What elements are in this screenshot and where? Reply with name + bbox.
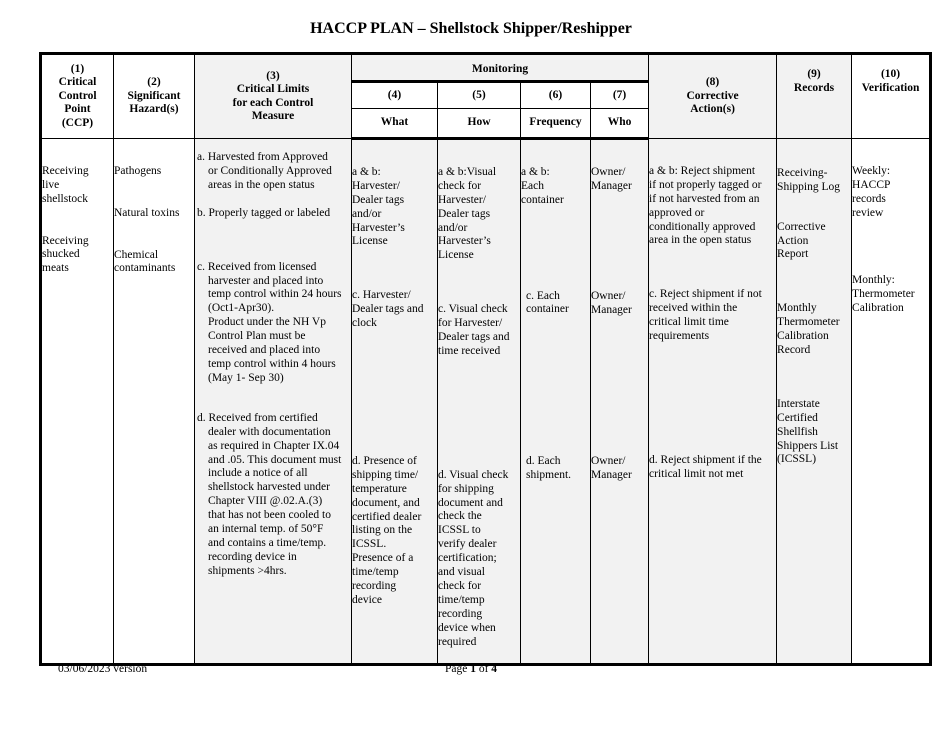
page-number: 1: [470, 663, 476, 675]
header-what: What: [352, 109, 438, 139]
ccp-receiving-live: Receiving live shellstock: [42, 164, 89, 205]
header-critical-limits: (3) Critical Limits for each Control Measure: [195, 54, 352, 139]
records-cell: [777, 139, 852, 665]
what-c: c. Harvester/ Dealer tags and clock: [352, 289, 424, 330]
header-records: (9) Records: [777, 54, 852, 139]
how-c: c. Visual check for Harvester/ Dealer tags and time received: [438, 303, 510, 357]
who-d: Owner/ Manager: [591, 455, 632, 482]
record-thermometer: Monthly Thermometer Calibration Record: [777, 302, 840, 356]
header-who: Who: [591, 109, 649, 139]
page-title: HACCP PLAN – Shellstock Shipper/Reshipper: [310, 20, 632, 37]
ccp-receiving-shucked: Receiving shucked meats: [42, 234, 89, 275]
header-how: How: [438, 109, 521, 139]
what-d: d. Presence of shipping time/ temperature document, and certified dealer listing on the ICSSL. Presence of a time/temp recording device: [352, 454, 422, 606]
ccp-cell: [41, 139, 114, 665]
hazard-pathogens: Pathogens: [114, 164, 162, 177]
how-d: d. Visual check for shipping document and check the ICSSL to verify dealer certification; and visual check for time/temp recording device when required: [438, 468, 509, 648]
frequency-d: d. Each shipment.: [526, 455, 572, 482]
how-cell: [438, 139, 521, 665]
limit-b: b. Properly tagged or labeled: [197, 206, 331, 219]
page-of: of: [475, 663, 492, 675]
what-ab: a & b: Harvester/ Dealer tags and/or Harvester’s License: [352, 165, 405, 248]
what-cell: [352, 139, 438, 665]
header-verification: (10) Verification: [852, 54, 931, 139]
version-label: 03/06/2023 version: [58, 663, 148, 675]
header-hazards: (2) Significant Hazard(s): [114, 54, 195, 139]
critical-limits-cell: [195, 139, 352, 665]
header-what-number: (4): [352, 82, 438, 109]
who-ab: Owner/ Manager: [591, 165, 632, 192]
frequency-c: c. Each container: [526, 289, 569, 316]
record-receiving-log: Receiving- Shipping Log: [777, 166, 840, 193]
frequency-cell: [521, 139, 591, 665]
corrective-d: d. Reject shipment if the critical limit not met: [649, 453, 762, 480]
header-ccp: (1) Critical Control Point (CCP): [41, 54, 114, 139]
header-how-number: (5): [438, 82, 521, 109]
record-corrective-report: Corrective Action Report: [777, 220, 826, 261]
verification-monthly: Monthly: Thermometer Calibration: [852, 274, 915, 315]
header-corrective-actions: (8) Corrective Action(s): [649, 54, 777, 139]
limit-c: c. Received from licensed harvester and placed into temp control within 24 hours (Oct1-Apr30). Product under the NH Vp Control Plan must be received and placed into temp control within 4 hours (May 1- Sep 30): [197, 260, 342, 384]
who-cell: [591, 139, 649, 665]
hazards-cell: [114, 139, 195, 665]
how-ab: a & b:Visual check for Harvester/ Dealer tags and/or Harvester’s License: [438, 165, 497, 262]
header-frequency-number: (6): [521, 82, 591, 109]
header-frequency: Frequency: [521, 109, 591, 139]
page-total: 4: [491, 663, 498, 675]
verification-weekly: Weekly: HACCP records review: [852, 164, 891, 219]
record-icssl: Interstate Certified Shellfish Shippers List (ICSSL): [777, 397, 839, 466]
corrective-c: c. Reject shipment if not received within the critical limit time requirements: [649, 288, 762, 342]
page-prefix: Page: [444, 663, 471, 675]
corrective-ab: a & b: Reject shipment if not properly tagged or if not harvested from an approved or conditionally approved area in the open status: [649, 164, 762, 247]
frequency-ab: a & b: Each container: [521, 165, 564, 206]
page-indicator: [0, 663, 942, 675]
hazard-chemical: Chemical contaminants: [114, 248, 176, 275]
verification-cell: [852, 139, 931, 665]
hazard-natural-toxins: Natural toxins: [114, 206, 180, 219]
who-c: Owner/ Manager: [591, 289, 632, 316]
haccp-plan-table: [39, 52, 932, 666]
limit-d: d. Received from certified dealer with documentation as required in Chapter IX.04 and .05. This document must include a notice of all shellstock harvested under Chapter VIII @.02.A.(3) that has not been cooled to an internal temp. of 50°F and contains a time/temp. recording device in shipments >4hrs.: [197, 411, 342, 577]
header-monitoring: Monitoring: [352, 54, 649, 82]
corrective-cell: [649, 139, 777, 665]
limit-a: a. Harvested from Approved or Conditionally Approved areas in the open status: [197, 151, 332, 191]
header-who-number: (7): [591, 82, 649, 109]
